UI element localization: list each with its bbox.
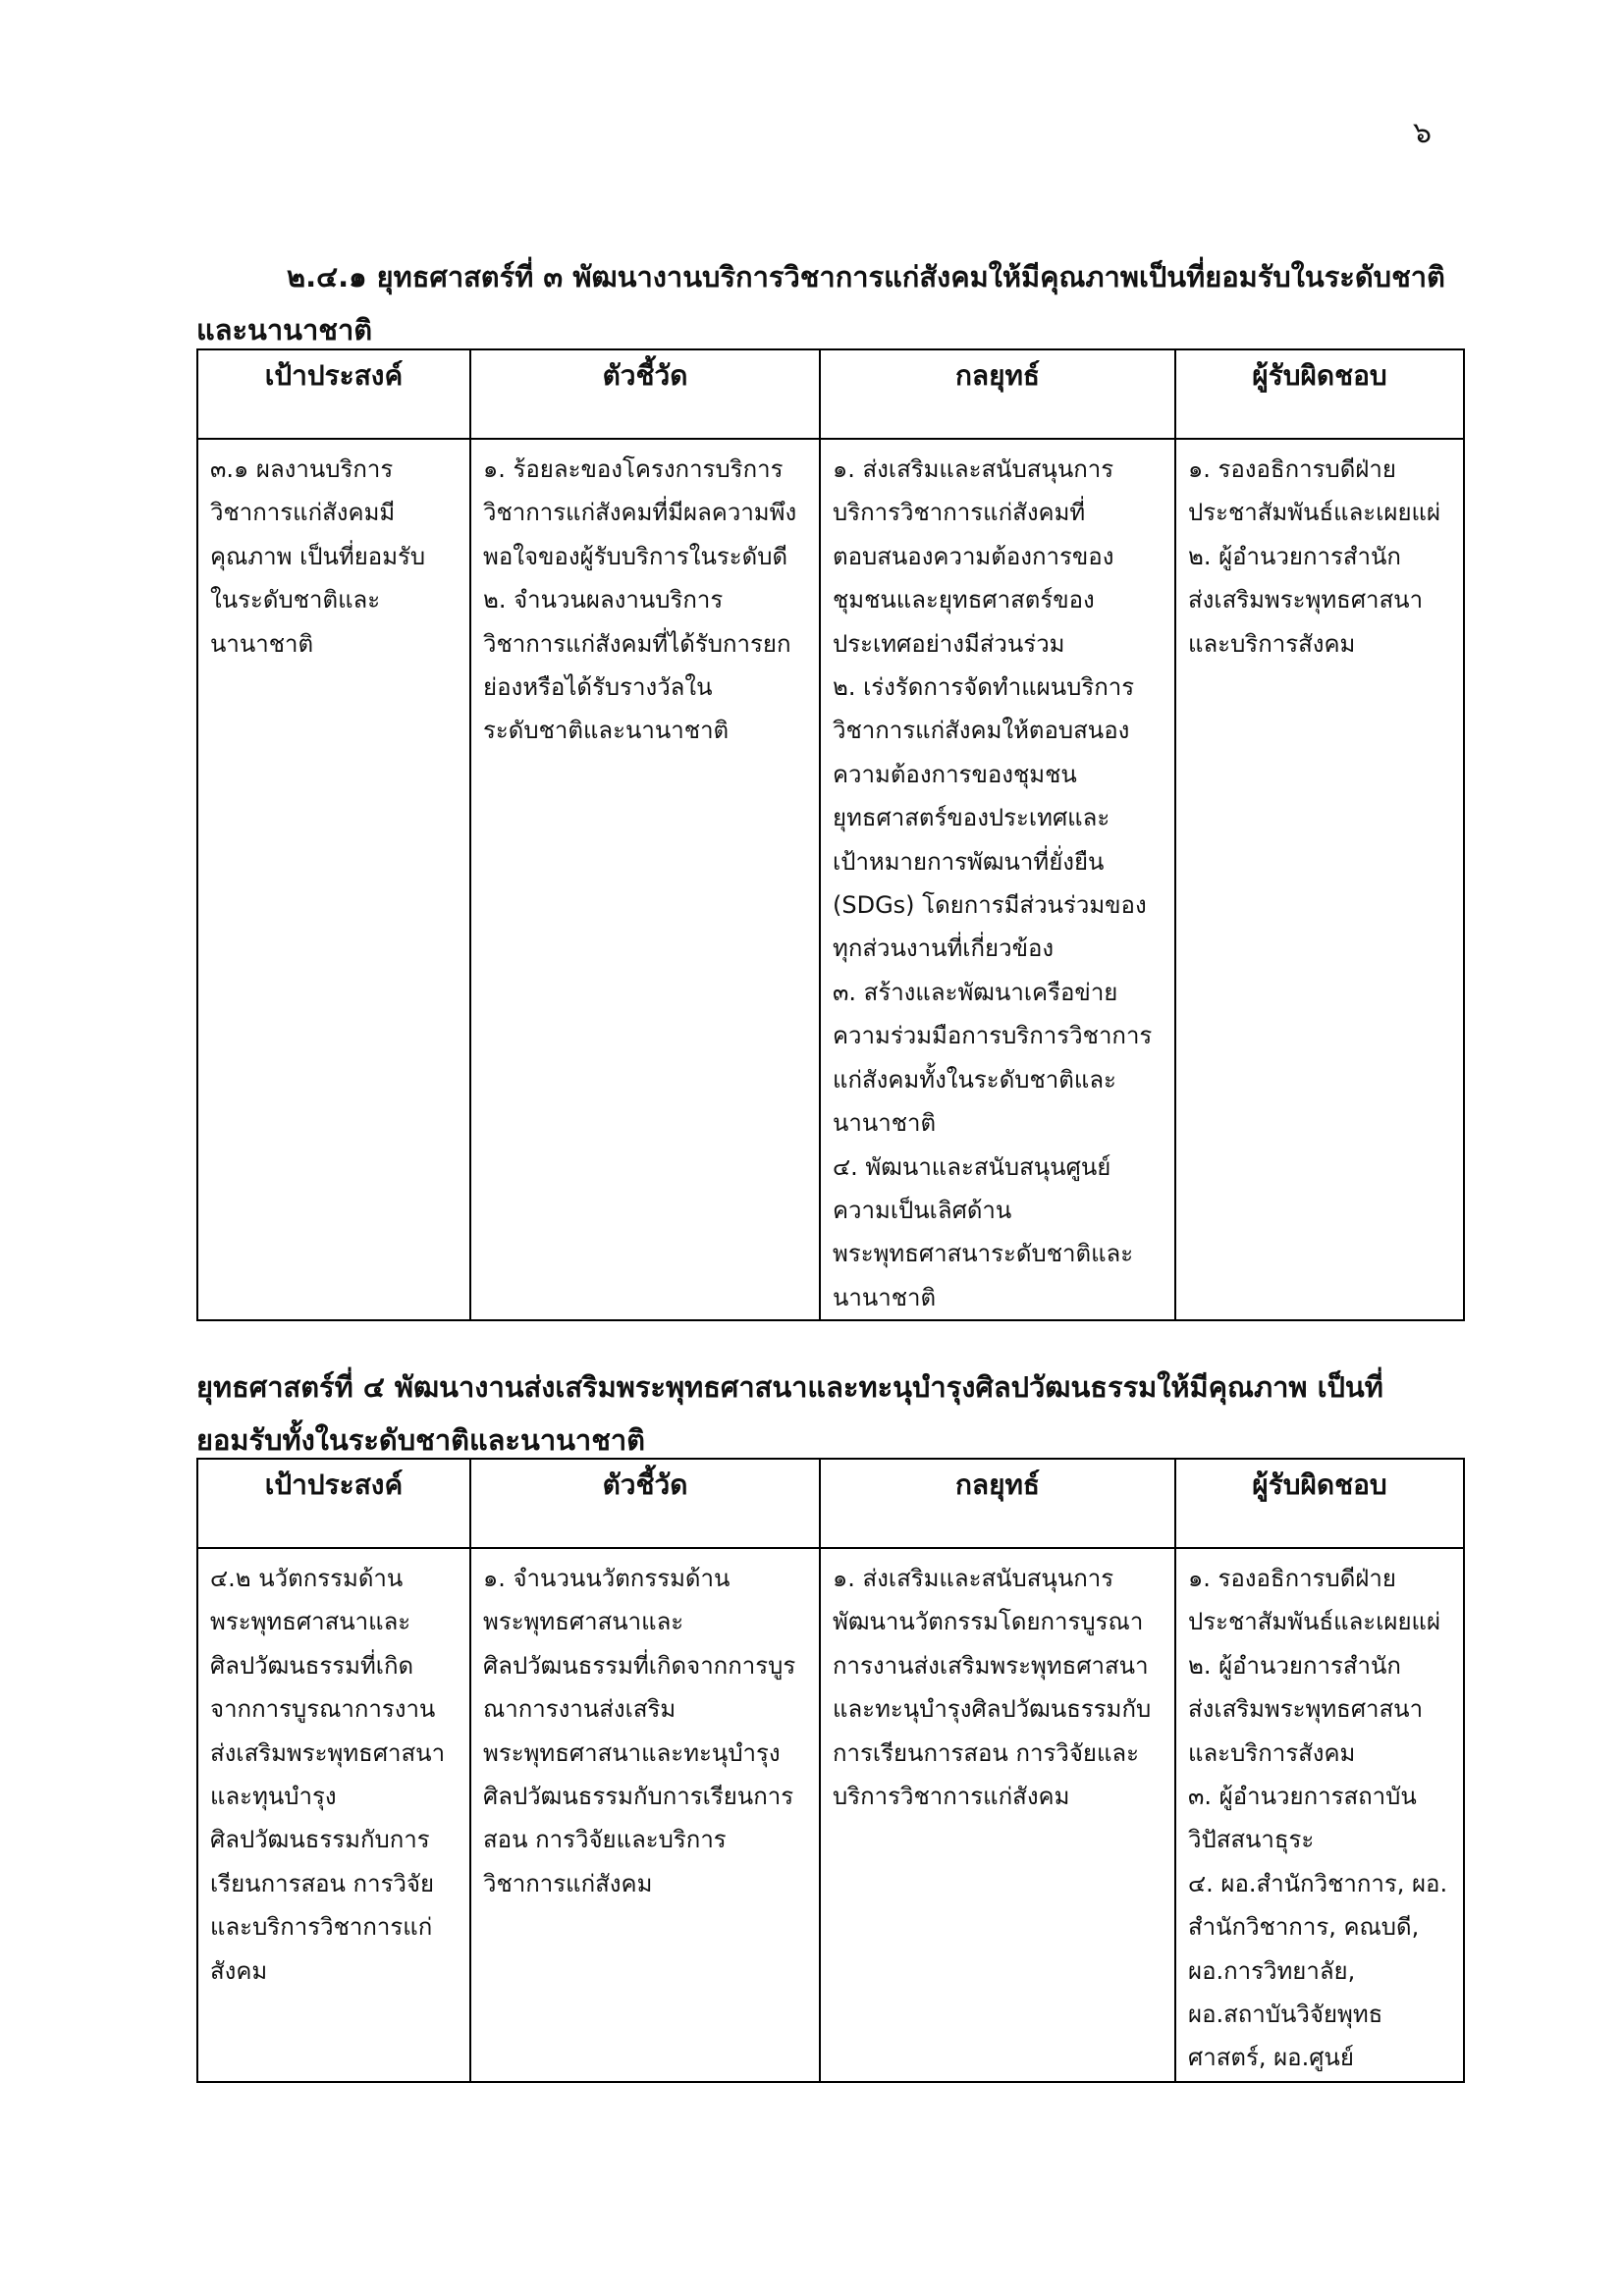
cell-text-line: สังคม (210, 1956, 268, 1985)
cell-text-line: นานาชาติ (833, 1109, 937, 1138)
cell-text-line: ๒. ผู้อำนวยการสำนัก (1188, 1651, 1401, 1680)
cell-text-line: ๒. ผู้อำนวยการสำนัก (1188, 542, 1401, 570)
header-indicators: ตัวชี้วัด (470, 1459, 820, 1548)
cell-text-line: จากการบูรณาการงาน (210, 1695, 436, 1724)
cell-text-line: ๓. สร้างและพัฒนาเครือข่าย (833, 978, 1118, 1006)
strategy-4-table (196, 1458, 1465, 2083)
cell-text-line: การงานส่งเสริมพระพุทธศาสนา (833, 1651, 1149, 1680)
cell-text-line: ความต้องการของชุมชน (833, 760, 1077, 788)
cell-text-line: สอน การวิจัยและบริการ (483, 1826, 727, 1854)
cell-text-line: คุณภาพ เป็นที่ยอมรับ (210, 542, 426, 570)
cell-text-line: การเรียนการสอน การวิจัยและ (833, 1738, 1140, 1767)
responsible-cell (1175, 1548, 1464, 2082)
cell-text-line: ตอบสนองความต้องการของ (833, 542, 1114, 570)
cell-text-line: ๓.๑ ผลงานบริการ (210, 455, 394, 483)
cell-text-line: ประเทศอย่างมีส่วนร่วม (833, 629, 1065, 658)
cell-text-line: ส่งเสริมพระพุทธศาสนา (1188, 1695, 1424, 1724)
cell-text-line: ส่งเสริมพระพุทธศาสนา (210, 1738, 446, 1767)
cell-text-line: ๑. ร้อยละของโครงการบริการ (483, 455, 784, 483)
cell-text-line: ชุมชนและยุทธศาสตร์ของ (833, 586, 1095, 614)
cell-text-line: พอใจของผู้รับบริการในระดับดี (483, 542, 788, 570)
cell-text-line: ๔.๒ นวัตกรรมด้าน (210, 1565, 404, 1592)
cell-text-line: พัฒนานวัตกรรมโดยการบูรณา (833, 1608, 1144, 1636)
cell-text-line: ยุทธศาสตร์ของประเทศและ (833, 804, 1110, 832)
cell-text-line: วิปัสสนาธุระ (1188, 1826, 1315, 1854)
header-responsible: ผู้รับผิดชอบ (1175, 1459, 1464, 1548)
cell-text-line: ผอ.สถาบันวิจัยพุทธ (1188, 2001, 1383, 2029)
header-strategies: กลยุทธ์ (820, 349, 1175, 439)
cell-text-line: พระพุทธศาสนาและทะนุบำรุง (483, 1738, 781, 1767)
cell-text-line: เป้าหมายการพัฒนาที่ยั่งยืน (833, 847, 1105, 876)
cell-text-line: ประชาสัมพันธ์และเผยแผ่ (1188, 1608, 1441, 1636)
cell-text-line: ความร่วมมือการบริการวิชาการ (833, 1022, 1153, 1050)
cell-text-line: ส่งเสริมพระพุทธศาสนา (1188, 586, 1424, 614)
cell-text-line: ระดับชาติและนานาชาติ (483, 717, 730, 745)
cell-text-line: สำนักวิชาการ, คณบดี, (1188, 1913, 1420, 1942)
section-2-heading-line-2: ยอมรับทั้งในระดับชาติและนานาชาติ (196, 1423, 646, 1457)
cell-text-line: ศิลปวัฒนธรรมที่เกิด (210, 1651, 414, 1680)
cell-text-line: แก่สังคมทั้งในระดับชาติและ (833, 1065, 1116, 1094)
header-indicators: ตัวชี้วัด (470, 349, 820, 439)
cell-text-line: และบริการวิชาการแก่ (210, 1913, 433, 1942)
page-number: ๖ (1412, 116, 1432, 150)
cell-text-line: ๒. จำนวนผลงานบริการ (483, 586, 724, 614)
header-strategies: กลยุทธ์ (820, 1459, 1175, 1548)
cell-text-line: ๒. เร่งรัดการจัดทำแผนบริการ (833, 673, 1135, 702)
cell-text-line: ศิลปวัฒนธรรมกับการเรียนการ (483, 1783, 794, 1811)
cell-text-line: ๑. จำนวนนวัตกรรมด้าน (483, 1565, 731, 1592)
section-1-heading-line-2: และนานาชาติ (196, 313, 373, 347)
cell-text-line: ๑. ส่งเสริมและสนับสนุนการ (833, 1565, 1114, 1592)
table-header-row (197, 349, 1464, 439)
cell-text-line: วิชาการแก่สังคมที่มีผลความพึง (483, 499, 797, 527)
cell-text-line: ทุกส่วนงานที่เกี่ยวข้อง (833, 934, 1055, 963)
cell-text-line: และทะนุบำรุงศิลปวัฒนธรรมกับ (833, 1695, 1152, 1724)
cell-text-line: ศิลปวัฒนธรรมที่เกิดจากการบูร (483, 1651, 796, 1680)
cell-text-line: พระพุทธศาสนาและ (483, 1608, 684, 1636)
table-row (197, 439, 1464, 1320)
cell-text-line: ความเป็นเลิศด้าน (833, 1196, 1012, 1224)
cell-text-line: ประชาสัมพันธ์และเผยแผ่ (1188, 499, 1441, 527)
header-goal: เป้าประสงค์ (197, 349, 470, 439)
cell-text-line: วิชาการแก่สังคมที่ได้รับการยก (483, 629, 791, 658)
cell-text-line: ๔. พัฒนาและสนับสนุนศูนย์ (833, 1152, 1111, 1181)
cell-text-line: (SDGs) โดยการมีส่วนร่วมของ (833, 891, 1147, 920)
indicators-cell (470, 1548, 820, 2082)
cell-text-line: พระพุทธศาสนาและ (210, 1608, 411, 1636)
cell-text-line: ๔. ผอ.สำนักวิชาการ, ผอ. (1188, 1869, 1448, 1897)
cell-text-line: นานาชาติ (210, 629, 314, 658)
cell-text-line: ๑. รองอธิการบดีฝ่าย (1188, 455, 1396, 483)
responsible-cell (1175, 439, 1464, 1320)
cell-text-line: และทุนบำรุง (210, 1783, 337, 1811)
cell-text-line: พระพุทธศาสนาระดับชาติและ (833, 1240, 1134, 1268)
cell-text-line: ศาสตร์, ผอ.ศูนย์ (1188, 2044, 1354, 2072)
cell-text-line: บริการวิชาการแก่สังคมที่ (833, 499, 1086, 527)
cell-text-line: ๑. ส่งเสริมและสนับสนุนการ (833, 455, 1114, 483)
cell-text-line: และบริการสังคม (1188, 629, 1356, 658)
indicators-cell (470, 439, 820, 1320)
cell-text-line: และบริการสังคม (1188, 1738, 1356, 1767)
cell-text-line: บริการวิชาการแก่สังคม (833, 1783, 1070, 1811)
cell-text-line: ๓. ผู้อำนวยการสถาบัน (1188, 1783, 1417, 1811)
section-1-heading (196, 250, 1463, 356)
strategies-cell (820, 439, 1175, 1320)
section-2-heading (196, 1361, 1463, 1467)
cell-text-line: เรียนการสอน การวิจัย (210, 1869, 435, 1897)
section-1-heading-line-1: ๒.๔.๑ ยุทธศาสตร์ที่ ๓ พัฒนางานบริการวิชาการแก่สังคมให้มีคุณภาพเป็นที่ยอมรับในระดับชาติ (287, 260, 1445, 294)
table-row (197, 1548, 1464, 2082)
cell-text-line: วิชาการแก่สังคมให้ตอบสนอง (833, 717, 1130, 745)
table-header-row (197, 1459, 1464, 1548)
goal-cell (197, 439, 470, 1320)
cell-text-line: นานาชาติ (833, 1283, 937, 1311)
goal-cell (197, 1548, 470, 2082)
header-responsible: ผู้รับผิดชอบ (1175, 349, 1464, 439)
cell-text-line: ๑. รองอธิการบดีฝ่าย (1188, 1565, 1396, 1592)
strategy-3-table (196, 348, 1465, 1321)
strategies-cell (820, 1548, 1175, 2082)
cell-text-line: ผอ.การวิทยาลัย, (1188, 1956, 1356, 1985)
cell-text-line: ย่องหรือได้รับรางวัลใน (483, 673, 713, 702)
cell-text-line: ศิลปวัฒนธรรมกับการ (210, 1826, 430, 1854)
cell-text-line: ณาการงานส่งเสริม (483, 1695, 677, 1724)
cell-text-line: วิชาการแก่สังคมมี (210, 499, 396, 527)
cell-text-line: วิชาการแก่สังคม (483, 1869, 653, 1897)
header-goal: เป้าประสงค์ (197, 1459, 470, 1548)
section-2-heading-line-1: ยุทธศาสตร์ที่ ๔ พัฒนางานส่งเสริมพระพุทธศาสนาและทะนุบำรุงศิลปวัฒนธรรมให้มีคุณภาพ เป็นที่ (196, 1370, 1383, 1404)
cell-text-line: ในระดับชาติและ (210, 586, 381, 614)
